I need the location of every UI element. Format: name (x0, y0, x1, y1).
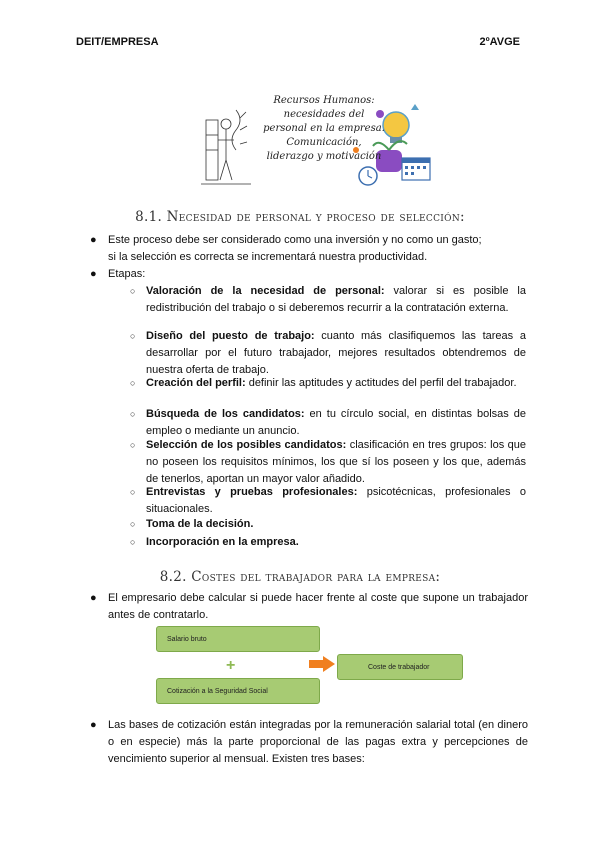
sub-bullet-circle: ○ (130, 440, 136, 450)
stage-text: en tu círculo social, en distintas bolsas de empleo o mediante un anuncio. (146, 408, 526, 437)
banner-line: Recursos Humanos: (273, 95, 375, 106)
stage-text: psicotécnicas, profesionales o situacionales. (146, 486, 526, 515)
sub-bullet-circle: ○ (130, 537, 136, 547)
box-label: Cotización a la Seguridad Social (167, 687, 268, 695)
stage-item (146, 283, 526, 317)
box-label: Salario bruto (167, 635, 207, 643)
sub-bullet-circle: ○ (130, 331, 136, 341)
section-title-8-1: 8.1. Necesidad de personal y proceso de selección: (135, 209, 465, 225)
stage-bold: Incorporación en la empresa. (146, 536, 299, 548)
stage-item (146, 328, 526, 379)
cotizacion-box (156, 678, 320, 704)
stage-bold: Diseño del puesto de trabajo: (146, 330, 315, 342)
banner-title (258, 94, 390, 164)
arrow-right-icon (309, 656, 335, 672)
bullet-line: si la selección es correcta se incrementará nuestra productividad. (108, 251, 428, 263)
sub-bullet-circle: ○ (130, 378, 136, 388)
stage-bold: Valoración de la necesidad de personal: (146, 285, 385, 297)
sub-bullet-circle: ○ (130, 487, 136, 497)
sub-bullet-circle: ○ (130, 409, 136, 419)
plus-sign: + (226, 657, 236, 674)
banner-line: personal en la empresa. (263, 123, 385, 134)
bullet-text: El empresario debe calcular si puede hacer frente al coste que supone un trabajador antes de contratarlo. (108, 592, 528, 621)
stage-item (146, 534, 526, 551)
banner-line: liderazgo y motivación (266, 151, 382, 162)
header-subject: DEIT/EMPRESA (76, 36, 159, 48)
stage-item (146, 375, 526, 392)
stage-bold: Toma de la decisión. (146, 518, 254, 530)
stage-item (146, 516, 526, 533)
bullet-dot: ● (90, 592, 97, 604)
stage-bold: Búsqueda de los candidatos: (146, 408, 305, 420)
bullet-etapas: Etapas: (108, 268, 146, 280)
bullet-dot: ● (90, 719, 97, 731)
sub-bullet-circle: ○ (130, 519, 136, 529)
bullet-text (108, 232, 528, 266)
stage-text: clasificación en tres grupos: los que no poseen los requisitos mínimos, los que sí los poseen y los que, además de tenerlos, aportan un mayor valor añadido. (146, 439, 526, 485)
bullet-dot: ● (90, 268, 97, 280)
stage-item (146, 406, 526, 440)
sub-bullet-circle: ○ (130, 286, 136, 296)
stage-text: valorar si es posible la redistribución del trabajo o si deberemos recurrir a la contratación externa. (146, 285, 526, 314)
banner-line: necesidades del (283, 109, 365, 120)
stage-item (146, 484, 526, 518)
stage-bold: Creación del perfil: (146, 377, 246, 389)
banner-illustration (196, 80, 436, 198)
stage-text: cuanto más clasifiquemos las tareas a desarrollar por el futuro trabajador, mejores resultados obtendremos de nuestra oferta de trabajo. (146, 330, 526, 376)
bullet-dot: ● (90, 234, 97, 246)
section-title-8-2: 8.2. Costes del trabajador para la empresa: (159, 569, 441, 585)
stage-bold: Entrevistas y pruebas profesionales: (146, 486, 358, 498)
salario-bruto-box (156, 626, 320, 652)
stage-bold: Selección de los posibles candidatos: (146, 439, 347, 451)
stage-text: definir las aptitudes y actitudes del perfil del trabajador. (245, 377, 517, 389)
bullet-text: Las bases de cotización están integradas por la remuneración salarial total (en dinero o en especie) más la parte proporcional de las pagas extra y percepciones de vencimiento superior al mensual. Existen tres bases: (108, 719, 528, 765)
header-course: 2ºAVGE (479, 36, 520, 48)
coste-trabajador-box (337, 654, 463, 680)
bullet-line: Este proceso debe ser considerado como una inversión y no como un gasto; (108, 234, 482, 246)
banner-line: Comunicación, (286, 137, 362, 148)
box-label: Coste de trabajador (368, 663, 430, 671)
stage-item (146, 437, 526, 488)
